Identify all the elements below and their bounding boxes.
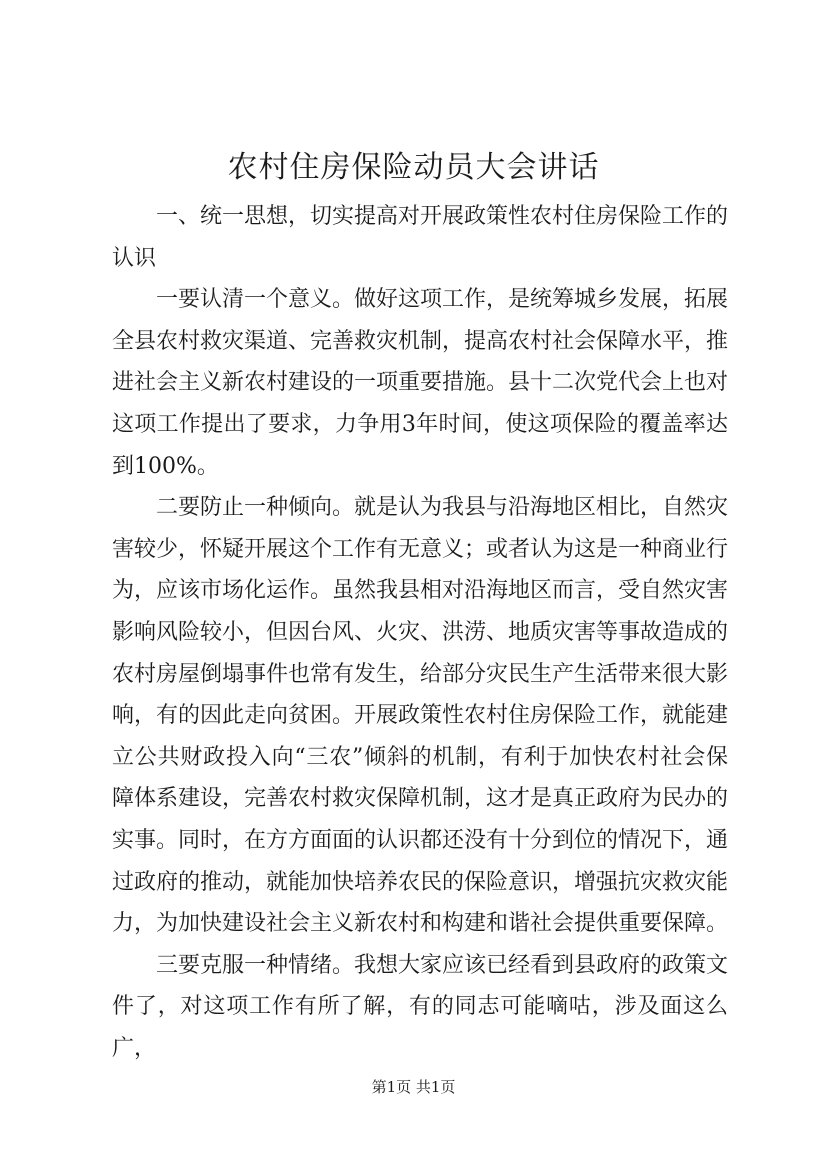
page-number-footer: 第1页 共1页 xyxy=(371,1078,456,1096)
document-title: 农村住房保险动员大会讲话 xyxy=(227,150,600,185)
paragraph: 一要认清一个意义。做好这项工作，是统筹城乡发展，拓展全县农村救灾渠道、完善救灾机制，提高农村社会保障水平，推进社会主义新农村建设的一项重要措施。县十二次党代会上也对这项工作提出了要求，力争用3年时间，使这项保险的覆盖率达到100%。 xyxy=(112,287,729,479)
section-heading: 一、统一思想，切实提高对开展政策性农村住房保险工作的认识 xyxy=(112,204,729,271)
paragraph: 三要克服一种情绪。我想大家应该已经看到县政府的政策文件了，对这项工作有所了解，有的同志可能嘀咕，涉及面这么广， xyxy=(112,952,729,1061)
paragraph: 二要防止一种倾向。就是认为我县与沿海地区相比，自然灾害较少，怀疑开展这个工作有无意义；或者认为这是一种商业行为，应该市场化运作。虽然我县相对沿海地区而言，受自然灾害影响风险较小，但因台风、火灾、洪涝、地质灾害等事故造成的农村房屋倒塌事件也常有发生，给部分灾民生产生活带来很大影响，有的因此走向贫困。开展政策性农村住房保险工作，就能建立公共财政投入向“三农”倾斜的机制，有利于加快农村社会保障体系建设，完善农村救灾保障机制，这才是真正政府为民办的实事。同时，在方方面面的认识都还没有十分到位的情况下，通过政府的推动，就能加快培养农民的保险意识，增强抗灾救灾能力，为加快建设社会主义新农村和构建和谐社会提供重要保障。 xyxy=(112,495,729,937)
document-body xyxy=(112,196,728,1069)
